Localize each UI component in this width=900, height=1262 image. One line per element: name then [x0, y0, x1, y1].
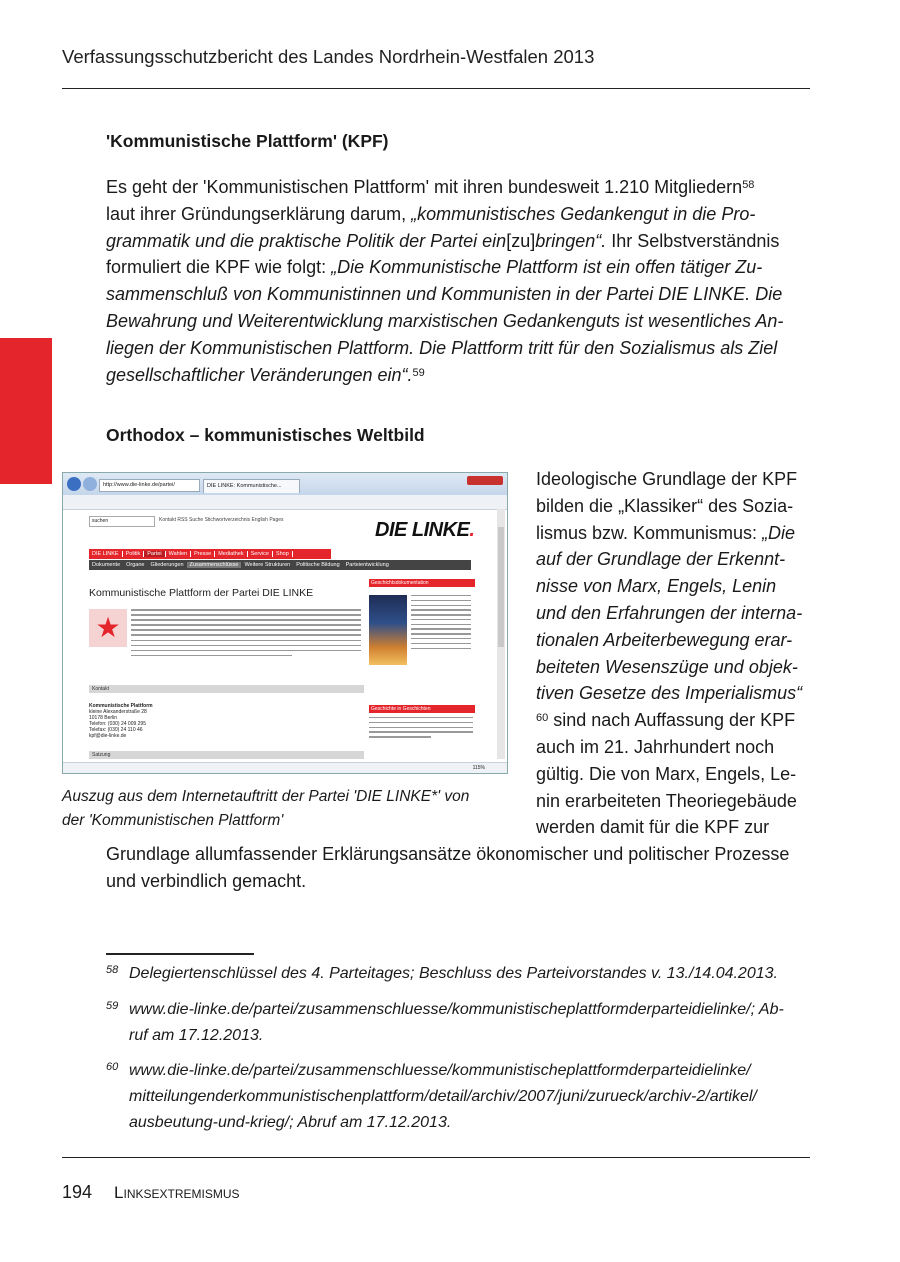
die-linke-logo: DIE LINKE. [375, 519, 475, 541]
text-line: $^{60}$ sind nach Auffassung der KPF [536, 710, 796, 731]
continuation-paragraph [106, 841, 810, 895]
footer-rule [62, 1157, 810, 1158]
page-number: 194 [62, 1182, 93, 1202]
site-top-links: Kontakt RSS Suche Stichwortverzeichnis English Pages [159, 517, 284, 523]
figure-caption: Auszug aus dem Internetauftritt der Partei 'DIE LINKE*' von der 'Kommunistischen Plattform' [62, 788, 470, 829]
website-screenshot [62, 472, 508, 774]
text-line: liegen der Kommunistischen Plattform. Die Plattform tritt für den Sozialismus als Ziel [106, 337, 778, 358]
browser-tab: DIE LINKE: Kommunistische... [203, 479, 300, 493]
side-paragraph [536, 466, 816, 841]
address-bar: http://www.die-linke.de/partei/ [99, 479, 200, 492]
text-line: Bewahrung und Weiterentwicklung marxistischen Gedankenguts ist wesentliches An- [106, 310, 784, 331]
site-page-title: Kommunistische Plattform der Partei DIE LINKE [89, 587, 314, 599]
text-line: beiteten Wesenszüge und objek- [536, 656, 798, 677]
text-line: formuliert die KPF wie folgt: „Die Kommunistische Plattform ist ein offen tätiger Zu- [106, 257, 763, 278]
text-line: Es geht der 'Kommunistischen Plattform' mit ihren bundesweit 1.210 Mitgliedern$^{58}$ [106, 177, 755, 197]
text-line: nisse von Marx, Engels, Lenin [536, 576, 777, 597]
text-line: und verbindlich gemacht. [106, 870, 307, 891]
text-line: und den Erfahrungen der interna- [536, 602, 803, 623]
text-line: bilden die „Klassiker“ des Sozia- [536, 495, 794, 516]
text-line: nin erarbeiteten Theoriegebäude [536, 790, 797, 811]
header-rule [62, 88, 810, 89]
text-line: grammatik und die praktische Politik der Partei ein[zu]bringen“. Ihr Selbstverständnis [106, 230, 780, 251]
forward-icon [83, 477, 97, 491]
text-line: gesellschaftlicher Veränderungen ein“.$^{59}$ [106, 364, 425, 385]
scrollbar [497, 509, 505, 759]
site-right-heading-2: Geschichte in Geschichten [369, 705, 475, 713]
section-heading-orthodox: Orthodox – kommunistisches Weltbild [106, 425, 425, 445]
text-line: werden damit für die KPF zur [536, 817, 770, 838]
back-icon [67, 477, 81, 491]
site-right-heading: Geschichtsdokumentation [369, 579, 475, 587]
browser-toolbar [63, 495, 507, 510]
site-right-text-2 [369, 717, 473, 741]
text-line: tiven Gesetze des Imperialismus“ [536, 683, 803, 704]
site-kontakt-bar: Kontakt [89, 685, 364, 693]
text-line: sammenschluß von Kommunistinnen und Kommunisten in der Partei DIE LINKE. Die [106, 284, 783, 305]
browser-titlebar [63, 473, 507, 495]
section-name: Linksextremismus [114, 1183, 240, 1202]
site-search-input: suchen [89, 516, 155, 527]
text-line: laut ihrer Gründungserklärung darum, „kommunistisches Gedankengut in die Pro- [106, 203, 756, 224]
site-right-text [411, 595, 471, 652]
browser-statusbar [63, 762, 507, 773]
zoom-level: 115% [472, 765, 485, 771]
page-footer [62, 1182, 240, 1203]
site-body-text [131, 609, 361, 660]
site-sub-nav: Dokumente Organe Gliederungen Zusammenschlüsse Weitere Strukturen Politische Bildung Parteientwicklung [89, 560, 471, 570]
site-satzung-bar: Satzung [89, 751, 364, 759]
running-header: Verfassungsschutzbericht des Landes Nordrhein-Westfalen 2013 [62, 46, 595, 67]
text-line: auf der Grundlage der Erkennt- [536, 549, 786, 570]
book-cover-image [369, 595, 407, 665]
kpf-paragraph [106, 174, 810, 388]
text-line: gültig. Die von Marx, Engels, Le- [536, 763, 797, 784]
text-line: lismus bzw. Kommunismus: „Die [536, 522, 796, 543]
site-contact-block: Kommunistische Plattform kleine Alexanderstraße 28 10178 Berlin Telefon: (030) 24 009 295 Telefax: (030) 24 110 46 kpf@die-linke.de [89, 703, 153, 739]
chapter-marker [0, 338, 52, 484]
site-main-nav: DIE LINKE Politik Partei Wahlen Presse Mediathek Service Shop [89, 549, 331, 559]
text-line: auch im 21. Jahrhundert noch [536, 736, 775, 757]
text-line: Grundlage allumfassender Erklärungsansätze ökonomischer und politischer Prozesse [106, 844, 790, 864]
text-line: tionalen Arbeiterbewegung erar- [536, 629, 793, 650]
kpf-star-icon: ★ [89, 609, 127, 647]
text-line: Ideologische Grundlage der KPF [536, 469, 798, 489]
section-heading-kpf: 'Kommunistische Plattform' (KPF) [106, 131, 389, 151]
window-controls-icon [467, 476, 503, 485]
footnote-rule [106, 953, 254, 955]
